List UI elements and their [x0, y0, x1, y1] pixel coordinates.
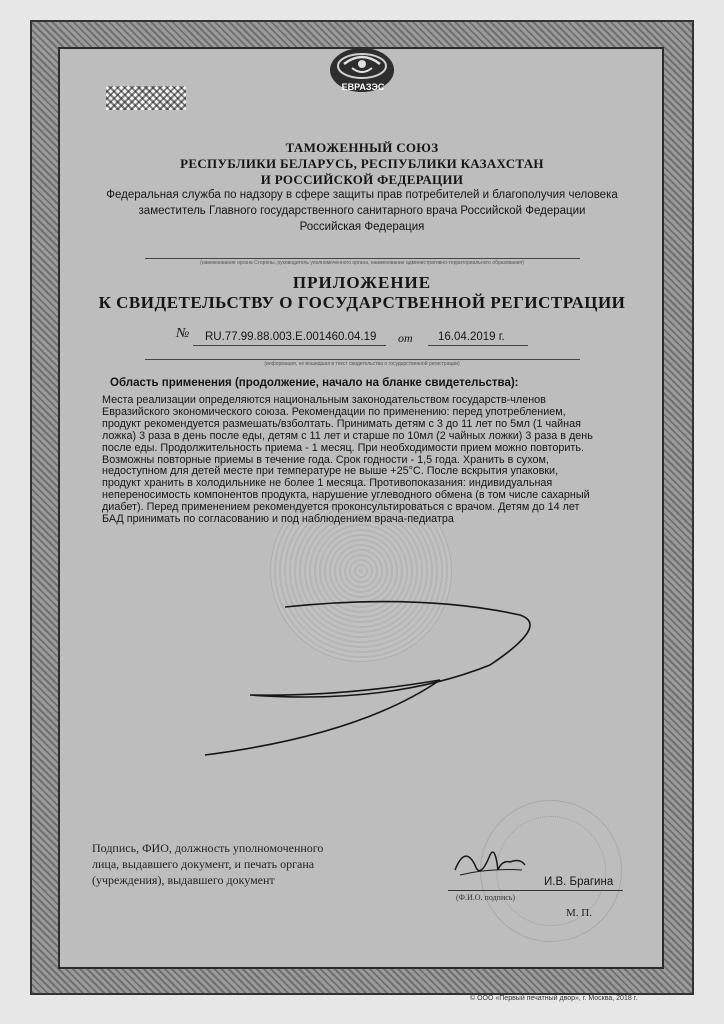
document-subtitle: К СВИДЕТЕЛЬСТВУ О ГОСУДАРСТВЕННОЙ РЕГИСТРАЦИИ — [98, 293, 626, 312]
scope-line: недоступном для детей месте при температуре не выше +25°C. После вскрытия упаковки, — [102, 465, 559, 478]
fio-caption: (Ф.И.О. подпись) — [456, 893, 516, 902]
document-title: ПРИЛОЖЕНИЕ — [292, 273, 432, 292]
signature-instruction-line: (учреждения), выдавшего документ — [92, 873, 275, 887]
info-caption: (информация, не вошедшая в текст свидетельства о государственной регистрации) — [264, 361, 460, 367]
scope-line: диабет). Перед применением рекомендуется проконсультироваться с врачом. Детям до 14 лет — [102, 501, 580, 514]
authority-line-3: Российская Федерация — [299, 221, 425, 233]
scope-line: Евразийского экономического союза. Рекомендации по применению: перед употреблением, — [102, 405, 566, 418]
member-states-line-1: РЕСПУБЛИКИ БЕЛАРУСЬ, РЕСПУБЛИКИ КАЗАХСТАН — [180, 156, 544, 171]
registration-number-underline — [193, 345, 386, 346]
logo-caption: ЕВРАЗЭС — [341, 82, 385, 92]
info-underline — [145, 359, 580, 360]
number-sign: № — [176, 326, 190, 341]
registration-date: 16.04.2019 г. — [438, 331, 505, 343]
scope-line: ложка) 3 раза в день после еды, детям с 11 лет и старше по 10мл (2 чайных ложки) 3 раза в день — [102, 429, 593, 442]
authority-underline — [145, 258, 580, 259]
scope-heading: Область применения (продолжение, начало на бланке свидетельства): — [110, 377, 519, 389]
handwritten-signature — [450, 840, 530, 885]
scope-line: Возможны повторные приемы в течение года. Срок годности - 1,5 года. Хранить в сухом, — [102, 453, 549, 466]
scope-line: непереносимость компонентов продукта, нарушение углеводного обмена (в том числе сахарный — [102, 489, 590, 502]
security-pattern — [106, 86, 186, 110]
printer-imprint: © ООО «Первый печатный двор», г. Москва, 2018 г. — [470, 995, 638, 1002]
scope-line: продукт хранить в холодильнике не более 1 месяца. Противопоказания: индивидуальная — [102, 477, 553, 490]
authority-line-2: заместитель Главного государственного санитарного врача Российской Федерации — [138, 205, 586, 217]
scope-line: БАД принимать по согласованию и под наблюдением врача-педиатра — [102, 513, 454, 526]
scope-line: Места реализации определяются национальным законодательством государств-членов — [102, 394, 546, 406]
scope-line: продукт рекомендуется размешать/взболтать. Принимать детям с 3 до 11 лет по 5мл (1 чайная — [102, 417, 581, 430]
registration-number: RU.77.99.88.003.E.001460.04.19 — [205, 331, 377, 343]
scope-line: после еды. Продолжительность приема - 1 месяц. При необходимости прием можно повторить. — [102, 441, 584, 454]
z-line-cancellation-mark — [190, 585, 550, 785]
signer-name: И.В. Брагина — [544, 876, 614, 888]
signature-instruction-line: Подпись, ФИО, должность уполномоченного — [92, 841, 324, 855]
signature-underline — [448, 890, 623, 891]
authority-line-1: Федеральная служба по надзору в сфере защиты прав потребителей и благополучия человека — [106, 189, 618, 201]
from-label: от — [398, 331, 413, 345]
signature-instruction-line: лица, выдавшего документ, и печать органа — [92, 857, 315, 871]
scope-text — [102, 395, 622, 526]
signature-instructions — [92, 840, 402, 888]
customs-union-heading: ТАМОЖЕННЫЙ СОЮЗ — [285, 140, 439, 155]
member-states-line-2: И РОССИЙСКОЙ ФЕДЕРАЦИИ — [260, 172, 464, 187]
authority-caption: (наименование органа Стороны, руководитель уполномоченного органа, наименование административно-территориального образования) — [200, 260, 524, 266]
seal-place-label: М. П. — [566, 907, 592, 919]
registration-date-underline — [428, 345, 528, 346]
